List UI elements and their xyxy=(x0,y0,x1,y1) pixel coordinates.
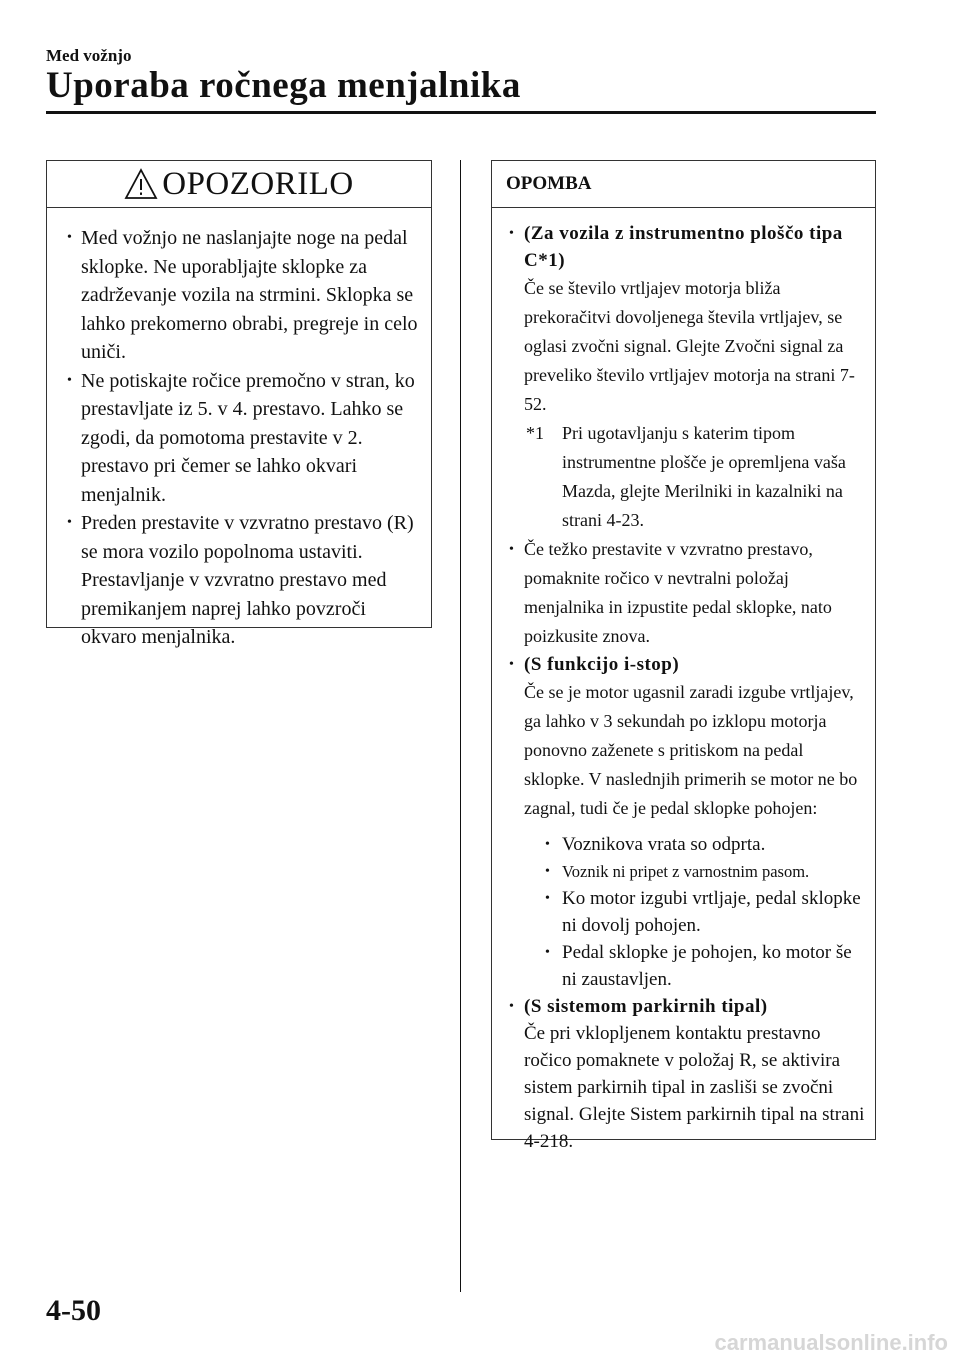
footnote-mark: *1 xyxy=(526,423,544,443)
note-item-text: Če pri vklopljenem kontaktu prestavno ročico pomaknete v položaj R, se aktivira sistem parkirnih tipal in zasliši se zvočni signal. Glejte Sistem parkirnih tipal na strani 4-218. xyxy=(524,1023,865,1152)
bullet-icon: • xyxy=(545,891,550,906)
sub-item xyxy=(542,831,865,858)
note-title: OPOMBA xyxy=(506,173,592,194)
note-item-text: Če težko prestavite v vzvratno prestavo, pomaknite ročico v nevtralni položaj menjalnika in izpustite pedal sklopke, nato poizkusite znova. xyxy=(524,539,832,646)
warning-item xyxy=(65,367,421,510)
column-divider xyxy=(460,160,461,1292)
sub-item-text: Ko motor izgubi vrtljaje, pedal sklopke ni dovolj pohojen. xyxy=(562,888,861,936)
note-item-heading: (S funkcijo i-stop) xyxy=(524,654,680,675)
warning-body xyxy=(47,208,431,652)
bullet-icon: • xyxy=(545,864,550,879)
warning-title: OPOZORILO xyxy=(162,165,354,202)
note-item xyxy=(506,993,865,1155)
bullet-icon: • xyxy=(67,230,72,245)
note-header xyxy=(492,161,875,208)
note-item-heading: (S sistemom parkirnih tipal) xyxy=(524,996,768,1017)
note-item-text: Če se število vrtljajev motorja bliža prekoračitvi dovoljenega števila vrtljajev, se oglasi zvočni signal. Glejte Zvočni signal za preveliko število vrtljajev motorja na strani 7-52. xyxy=(524,278,855,414)
bullet-icon: • xyxy=(509,999,514,1014)
sub-item xyxy=(542,885,865,939)
sub-item-text: Pedal sklopke je pohojen, ko motor še ni zaustavljen. xyxy=(562,942,852,990)
sub-item-text: Voznik ni pripet z varnostnim pasom. xyxy=(562,862,810,881)
sub-item-text: Voznikova vrata so odprta. xyxy=(562,834,766,855)
footnote xyxy=(524,419,865,535)
note-item xyxy=(506,651,865,993)
sub-list xyxy=(524,831,865,993)
warning-triangle-icon xyxy=(124,168,158,200)
bullet-icon: • xyxy=(509,226,514,241)
footnote-text: Pri ugotavljanju s katerim tipom instrumentne plošče je opremljena vaša Mazda, glejte Merilniki in kazalniki na strani 4-23. xyxy=(562,423,846,530)
warning-item-text: Med vožnjo ne naslanjajte noge na pedal sklopke. Ne uporabljajte sklopke za zadrževanje vozila na strmini. Sklopka se lahko prekomerno obrabi, pregreje in celo uniči. xyxy=(81,227,418,363)
warning-item xyxy=(65,509,421,652)
note-item-heading: (Za vozila z instrumentno ploščo tipa C*1) xyxy=(524,223,843,271)
note-item-text: Če se je motor ugasnil zaradi izgube vrtljajev, ga lahko v 3 sekundah po izklopu motorja ponovno zaženete s pritiskom na pedal sklopke. V naslednjih primerih se motor ne bo zagnal, tudi če je pedal sklopke pohojen: xyxy=(524,682,858,818)
note-body xyxy=(492,208,875,1155)
note-box xyxy=(491,160,876,1152)
bullet-icon: • xyxy=(545,837,550,852)
watermark: carmanualsonline.info xyxy=(714,1330,948,1355)
note-item xyxy=(506,220,865,535)
note-item xyxy=(506,535,865,651)
sub-item xyxy=(542,858,865,885)
bullet-icon: • xyxy=(509,542,514,557)
bullet-icon: • xyxy=(67,372,72,388)
title-rule xyxy=(46,111,876,114)
page-title: Uporaba ročnega menjalnika xyxy=(46,65,521,106)
sub-item xyxy=(542,939,865,993)
warning-header xyxy=(47,161,431,208)
warning-item-text: Ne potiskajte ročice premočno v stran, ko prestavljate iz 5. v 4. prestavo. Lahko se zgodi, da pomotoma prestavite v 2. prestavo pri čemer se lahko okvari menjalnik. xyxy=(81,369,415,506)
bullet-icon: • xyxy=(509,657,514,672)
page-number: 4-50 xyxy=(46,1294,101,1327)
bullet-icon: • xyxy=(67,515,72,530)
warning-item xyxy=(65,224,421,367)
bullet-icon: • xyxy=(545,945,550,960)
warning-box xyxy=(46,160,432,648)
warning-item-text: Preden prestavite v vzvratno prestavo (R) se mora vozilo popolnoma ustaviti. Prestavljanje v vzvratno prestavo med premikanjem naprej lahko povzroči okvaro menjalnika. xyxy=(81,512,414,648)
section-label: Med vožnjo xyxy=(46,46,132,65)
